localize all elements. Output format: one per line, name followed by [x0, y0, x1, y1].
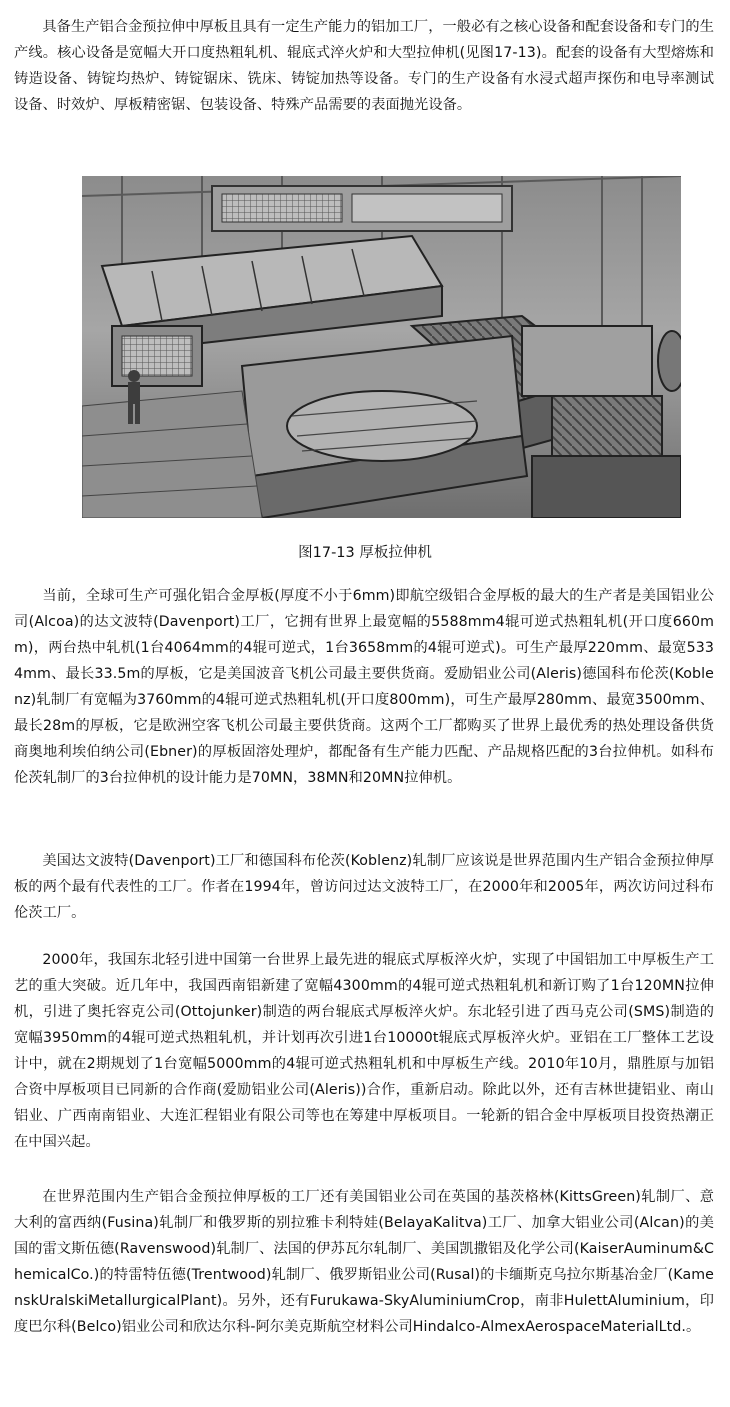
paragraph-other-plants: 在世界范围内生产铝合金预拉伸厚板的工厂还有美国铝业公司在英国的基茨格林(KittsGreen)轧制厂、意大利的富西纳(Fusina)轧制厂和俄罗斯的别拉雅卡利特娃(BelayaKalitva)工厂、加拿大铝业公司(Alcan)的美国的雷文斯伍德(Ravenswood)轧制厂、法国的伊苏瓦尔轧制厂、美国凯撒铝及化学公司(KaiserAuminum&ChemicalCo.)的特雷特伍德(Trentwood)轧制厂、俄罗斯铝业公司(Rusal)的卡缅斯克乌拉尔斯基冶金厂(KamenskUralskiMetallurgicalPlant)。另外，还有Furukawa-SkyAluminiumCrop，南非HulettAluminium，印度巴尔科(Belco)铝业公司和欣达尔科-阿尔美克斯航空材料公司Hindalco-AlmexAerospaceMaterialLtd.。 [14, 1189, 714, 1335]
paragraph-representative-plants: 美国达文波特(Davenport)工厂和德国科布伦茨(Koblenz)轧制厂应该说是世界范围内生产铝合金预拉伸厚板的两个最有代表性的工厂。作者在1994年，曾访问过达文波特工厂，在2000年和2005年，两次访问过科布伦茨工厂。 [14, 853, 714, 921]
figure-caption: 图17-13 厚板拉伸机 [298, 545, 432, 561]
paragraph-core-equipment: 具备生产铝合金预拉伸中厚板且具有一定生产能力的铝加工厂，一般必有之核心设备和配套设备和专门的生产线。核心设备是宽幅大开口度热粗轧机、辊底式淬火炉和大型拉伸机(见图17-13)。配套的设备有大型熔炼和铸造设备、铸锭均热炉、铸锭锯床、铣床、铸锭加热等设备。专门的生产设备有水浸式超声探伤和电导率测试设备、时效炉、厚板精密锯、包装设备、特殊产品需要的表面抛光设备。 [14, 19, 714, 113]
stretcher-photo [82, 176, 681, 518]
paragraph-china-development: 2000年，我国东北轻引进中国第一台世界上最先进的辊底式厚板淬火炉，实现了中国铝加工中厚板生产工艺的重大突破。近几年中，我国西南铝新建了宽幅4300mm的4辊可逆式热粗轧机和新订购了1台120MN拉伸机，引进了奥托容克公司(Ottojunker)制造的两台辊底式厚板淬火炉。东北轻引进了西马克公司(SMS)制造的宽幅3950mm的4辊可逆式热粗轧机，并计划再次引进1台10000t辊底式厚板淬火炉。亚铝在工厂整体工艺设计中，就在2期规划了1台宽幅5000mm的4辊可逆式热粗轧机和中厚板生产线。2010年10月，鼎胜原与加铝合资中厚板项目已同新的合作商(爱励铝业公司(Aleris))合作，重新启动。除此以外，还有吉林世捷铝业、南山铝业、广西南南铝业、大连汇程铝业有限公司等也在筹建中厚板项目。一轮新的铝合金中厚板项目投资热潮正在中国兴起。 [14, 952, 714, 1150]
paragraph-global-producers: 当前，全球可生产可强化铝合金厚板(厚度不小于6mm)即航空级铝合金厚板的最大的生产者是美国铝业公司(Alcoa)的达文波特(Davenport)工厂，它拥有世界上最宽幅的5588mm4辊可逆式热粗轧机(开口度660mm)，两台热中轧机(1台4064mm的4辊可逆式，1台3658mm的4辊可逆式)。可生产最厚220mm、最宽5334mm、最长33.5m的厚板，它是美国波音飞机公司最主要供货商。爱励铝业公司(Aleris)德国科布伦茨(Koblenz)轧制厂有宽幅为3760mm的4辊可逆式热粗轧机(开口度800mm)，可生产最厚280mm、最宽3500mm、最长28m的厚板，它是欧洲空客飞机公司最主要供货商。这两个工厂都购买了世界上最优秀的热处理设备供货商奥地利埃伯纳公司(Ebner)的厚板固溶处理炉，都配备有生产能力匹配、产品规格匹配的3台拉伸机。如科布伦茨轧制厂的3台拉伸机的设计能力是70MN，38MN和20MN拉伸机。 [14, 588, 714, 786]
stretcher-photo-drawing [82, 176, 681, 518]
